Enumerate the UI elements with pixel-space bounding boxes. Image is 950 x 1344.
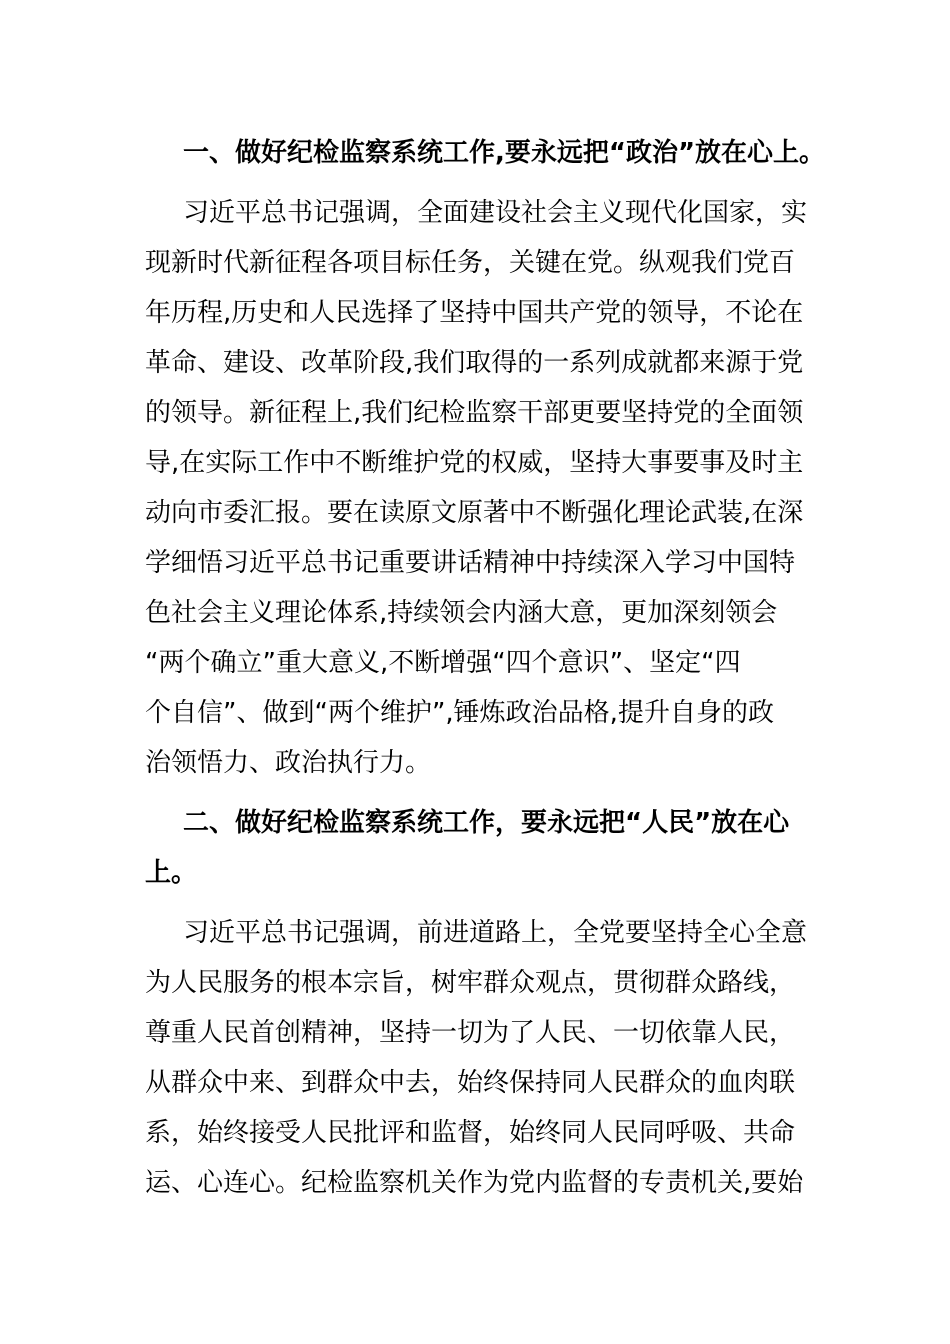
section-2-paragraph-line: 系，始终接受人民批评和监督，始终同人民同呼吸、共命 xyxy=(145,1118,796,1148)
section-1-paragraph-line: 现新时代新征程各项目标任务，关键在党。纵观我们党百 xyxy=(145,248,796,278)
section-2-paragraph-line: 习近平总书记强调，前进道路上，全党要坚持全心全意 xyxy=(183,918,808,948)
section-2-heading-continuation: 上。 xyxy=(145,858,198,888)
section-1-paragraph-line: 习近平总书记强调，全面建设社会主义现代化国家，实 xyxy=(183,198,808,228)
section-1-paragraph-line: 学细悟习近平总书记重要讲话精神中持续深入学习中国特 xyxy=(145,548,796,578)
section-1-paragraph-line: 个自信”、做到“两个维护”,锤炼政治品格,提升自身的政 xyxy=(145,698,774,728)
section-1-paragraph-line: 年历程,历史和人民选择了坚持中国共产党的领导，不论在 xyxy=(145,298,804,328)
section-1-paragraph-line: 导,在实际工作中不断维护党的权威，坚持大事要事及时主 xyxy=(145,448,804,478)
section-1-paragraph-line: 治领悟力、政治执行力。 xyxy=(145,748,432,778)
section-2-paragraph-line: 从群众中来、到群众中去，始终保持同人民群众的血肉联 xyxy=(145,1068,796,1098)
section-2-paragraph-line: 为人民服务的根本宗旨，树牢群众观点，贯彻群众路线， xyxy=(145,968,796,998)
section-1-heading: 一、做好纪检监察系统工作,要永远把“政治”放在心上。 xyxy=(183,138,826,168)
section-1-paragraph-line: 革命、建设、改革阶段,我们取得的一系列成就都来源于党 xyxy=(145,348,804,378)
section-1-paragraph-line: 色社会主义理论体系,持续领会内涵大意，更加深刻领会 xyxy=(145,598,778,628)
section-1-paragraph-line: 动向市委汇报。要在读原文原著中不断强化理论武装,在深 xyxy=(145,498,804,528)
section-1-paragraph-line: 的领导。新征程上,我们纪检监察干部更要坚持党的全面领 xyxy=(145,398,804,428)
section-1-paragraph-line: “两个确立”重大意义,不断增强“四个意识”、坚定“四 xyxy=(145,648,741,678)
section-2-heading: 二、做好纪检监察系统工作，要永远把“人民”放在心 xyxy=(183,808,790,838)
section-2-paragraph-line: 尊重人民首创精神，坚持一切为了人民、一切依靠人民， xyxy=(145,1018,796,1048)
section-2-paragraph-line: 运、心连心。纪检监察机关作为党内监督的专责机关,要始 xyxy=(145,1168,804,1198)
